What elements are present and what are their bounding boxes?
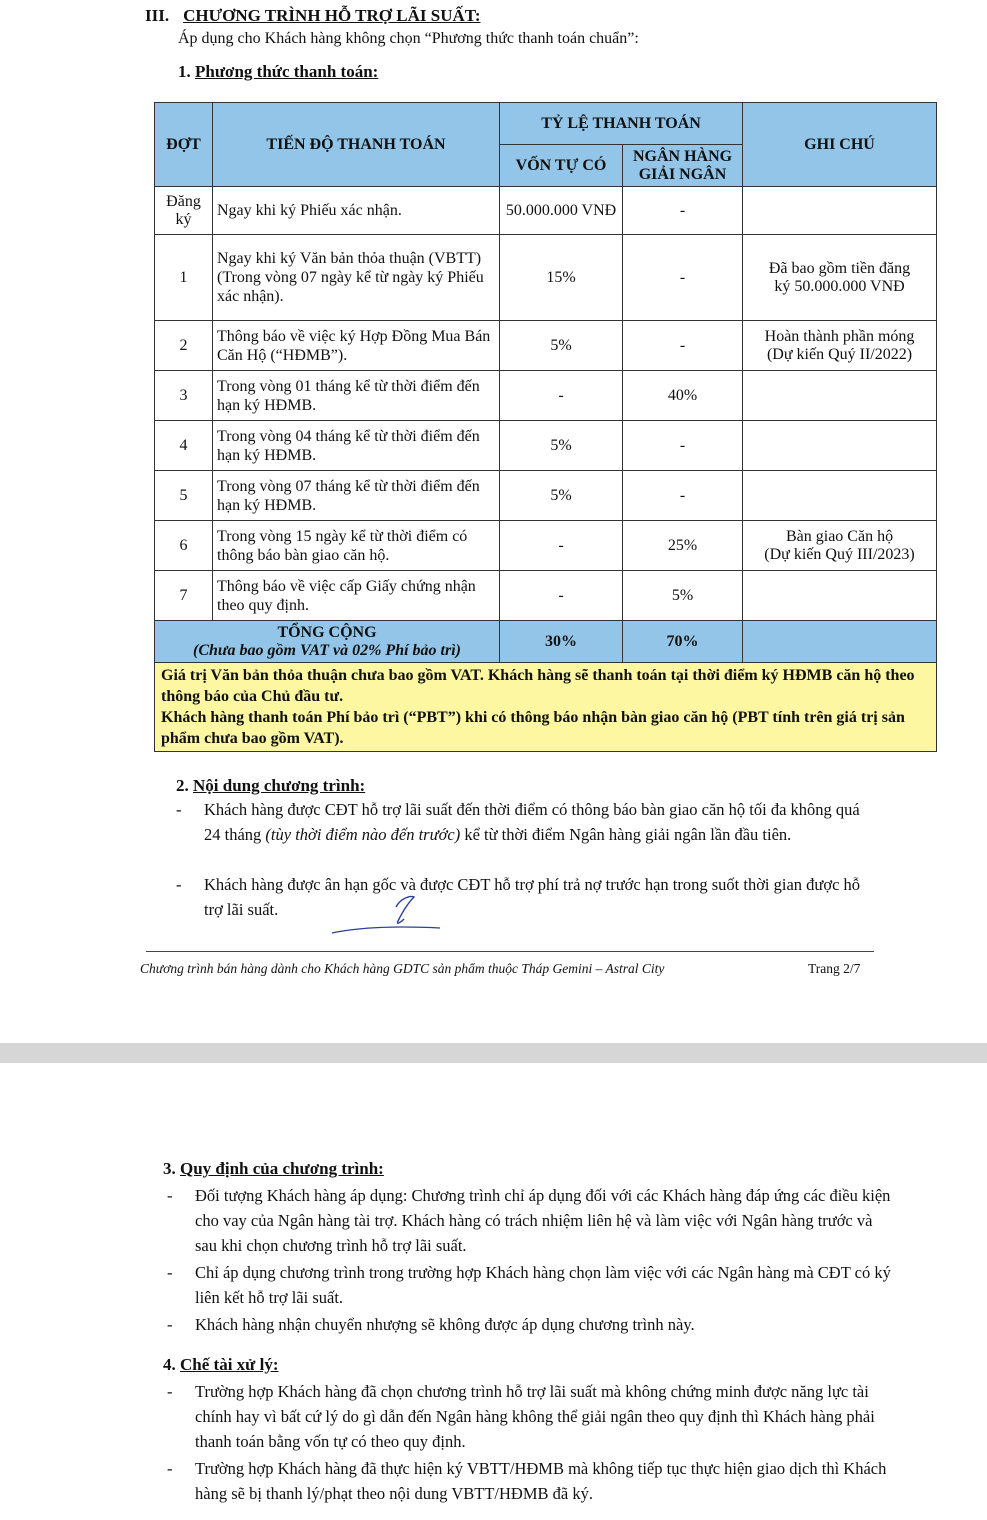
- row-dot: 5: [155, 471, 213, 521]
- row-von: 5%: [500, 471, 623, 521]
- row-bank: 5%: [623, 571, 743, 621]
- section-applies: Áp dụng cho Khách hàng không chọn “Phương thức thanh toán chuẩn”:: [178, 30, 639, 47]
- row-dot: 2: [155, 321, 213, 371]
- total-bank: 70%: [623, 621, 743, 663]
- content-heading: [176, 776, 365, 796]
- row-von: -: [500, 571, 623, 621]
- footer-divider: [146, 951, 874, 952]
- table-row: [155, 371, 937, 421]
- list-item: - Trường hợp Khách hàng đã thực hiện ký VBTT/HĐMB mà không tiếp tục thực hiện giao dịch thì Khách hàng sẽ bị thanh lý/phạt theo nội dung VBTT/HĐMB đã ký.: [167, 1459, 887, 1503]
- content-b1-part1: Khách hàng được CĐT hỗ trợ lãi suất đến thời điểm có thông báo bàn giao căn hộ tối đa không quá 24 tháng: [204, 800, 860, 844]
- sanctions-b2: Trường hợp Khách hàng đã thực hiện ký VBTT/HĐMB mà không tiếp tục thực hiện giao dịch thì Khách hàng sẽ bị thanh lý/phạt theo nội dung VBTT/HĐMB đã ký.: [195, 1459, 887, 1503]
- row-note: [743, 421, 937, 471]
- total-note: [743, 621, 937, 663]
- content-b2: Khách hàng được ân hạn gốc và được CĐT hỗ trợ phí trả nợ trước hạn trong suốt thời gian được hỗ trợ lãi suất.: [204, 875, 861, 919]
- row-note: [743, 321, 937, 371]
- row-von: -: [500, 521, 623, 571]
- method-heading: [178, 62, 378, 82]
- signature-mark: [330, 893, 445, 938]
- list-item: - Đối tượng Khách hàng áp dụng: Chương trình chỉ áp dụng đối với các Khách hàng đáp ứng các điều kiện cho vay của Ngân hàng tài trợ. Khách hàng có trách nhiệm liên hệ và làm việc với Ngân hàng trước và sau khi chọn chương trình hỗ trợ lãi suất.: [167, 1186, 891, 1255]
- note-line1: Giá trị Văn bản thỏa thuận chưa bao gồm VAT. Khách hàng sẽ thanh toán tại thời điểm ký HĐMB căn hộ theo thông báo của Chủ đầu tư.: [161, 667, 915, 705]
- content-title: Nội dung chương trình:: [193, 776, 366, 795]
- row-desc: Thông báo về việc cấp Giấy chứng nhận theo quy định.: [213, 571, 500, 621]
- sanctions-heading: [163, 1355, 279, 1375]
- row-dot: 1: [155, 235, 213, 321]
- page-gap: [0, 1043, 987, 1063]
- row-note: [743, 187, 937, 235]
- row-von: 5%: [500, 421, 623, 471]
- list-item: - Khách hàng được CĐT hỗ trợ lãi suất đến thời điểm có thông báo bàn giao căn hộ tối đa không quá 24 tháng (tùy thời điểm nào đến trước) kể từ thời điểm Ngân hàng giải ngân lần đầu tiên.: [176, 800, 860, 844]
- row-note: [743, 235, 937, 321]
- rules-title: Quy định của chương trình:: [180, 1159, 384, 1178]
- row-bank: -: [623, 421, 743, 471]
- section-roman: III.: [145, 6, 170, 25]
- total-row: [155, 621, 937, 663]
- row-desc: Ngay khi ký Phiếu xác nhận.: [213, 187, 500, 235]
- total-label-cell: [155, 621, 500, 663]
- row-desc: Trong vòng 15 ngày kể từ thời điểm có thông báo bàn giao căn hộ.: [213, 521, 500, 571]
- row-desc: Trong vòng 07 tháng kể từ thời điểm đến hạn ký HĐMB.: [213, 471, 500, 521]
- row-note-line2: (Dự kiến Quý III/2023): [764, 545, 915, 563]
- rules-num: 3.: [163, 1159, 176, 1178]
- row-dot: 7: [155, 571, 213, 621]
- list-item: - Khách hàng được ân hạn gốc và được CĐT hỗ trợ phí trả nợ trước hạn trong suốt thời gian được hỗ trợ lãi suất.: [176, 875, 861, 919]
- row-note-line1: Hoàn thành phần móng: [764, 327, 915, 345]
- rules-heading: [163, 1159, 384, 1179]
- sanctions-b1: Trường hợp Khách hàng đã chọn chương trình hỗ trợ lãi suất mà không chứng minh được năng lực tài chính hay vì bất cứ lý do gì dẫn đến Ngân hàng không thể giải ngân theo quy định thì Khách hàng phải thanh toán bằng vốn tự có theo quy định.: [195, 1382, 875, 1451]
- row-desc: Thông báo về việc ký Hợp Đồng Mua Bán Căn Hộ (“HĐMB”).: [213, 321, 500, 371]
- table-header-row: [155, 103, 937, 145]
- list-item: - Chỉ áp dụng chương trình trong trường hợp Khách hàng chọn làm việc với các Ngân hàng mà CĐT có ký liên kết hỗ trợ lãi suất.: [167, 1263, 891, 1307]
- rules-b3: Khách hàng nhận chuyển nhượng sẽ không được áp dụng chương trình này.: [195, 1315, 695, 1334]
- row-bank: 40%: [623, 371, 743, 421]
- payment-table: [154, 102, 937, 752]
- method-title: Phương thức thanh toán:: [195, 62, 379, 81]
- row-dot: Đăng ký: [155, 187, 213, 235]
- row-desc: Ngay khi ký Văn bản thỏa thuận (VBTT) (Trong vòng 07 ngày kể từ ngày ký Phiếu xác nhận).: [213, 235, 500, 321]
- table-row: [155, 421, 937, 471]
- note-row: [155, 663, 937, 752]
- row-note-line1: Đã bao gồm tiền đăng: [768, 259, 911, 277]
- table-row: [155, 235, 937, 321]
- sanctions-title: Chế tài xử lý:: [180, 1355, 279, 1374]
- note-line2: Khách hàng thanh toán Phí bảo trì (“PBT”) khi có thông báo nhận bàn giao căn hộ (PBT tính trên giá trị sản phẩm chưa bao gồm VAT).: [161, 709, 905, 747]
- table-row: [155, 321, 937, 371]
- row-dot: 6: [155, 521, 213, 571]
- row-bank: -: [623, 187, 743, 235]
- row-von: 50.000.000 VNĐ: [500, 187, 623, 235]
- rules-b1: Đối tượng Khách hàng áp dụng: Chương trình chỉ áp dụng đối với các Khách hàng đáp ứng các điều kiện cho vay của Ngân hàng tài trợ. Khách hàng có trách nhiệm liên hệ và làm việc với Ngân hàng trước và sau khi chọn chương trình hỗ trợ lãi suất.: [195, 1186, 891, 1255]
- content-b1-part2: kể từ thời điểm Ngân hàng giải ngân lần đầu tiên.: [464, 825, 792, 844]
- table-row: [155, 187, 937, 235]
- row-von: 15%: [500, 235, 623, 321]
- row-dot: 4: [155, 421, 213, 471]
- table-row: [155, 571, 937, 621]
- row-desc: Trong vòng 04 tháng kể từ thời điểm đến hạn ký HĐMB.: [213, 421, 500, 471]
- row-note: [743, 571, 937, 621]
- header-tyle: TỶ LỆ THANH TOÁN: [500, 103, 743, 145]
- content-b1-italic: (tùy thời điểm nào đến trước): [265, 825, 461, 844]
- row-note: [743, 521, 937, 571]
- section-heading: [145, 6, 481, 26]
- total-sub: (Chưa bao gồm VAT và 02% Phí bảo trì): [193, 641, 461, 659]
- header-von: VỐN TỰ CÓ: [500, 145, 623, 187]
- table-row: [155, 471, 937, 521]
- list-item: - Trường hợp Khách hàng đã chọn chương trình hỗ trợ lãi suất mà không chứng minh được năng lực tài chính hay vì bất cứ lý do gì dẫn đến Ngân hàng không thể giải ngân theo quy định thì Khách hàng phải thanh toán bằng vốn tự có theo quy định.: [167, 1382, 875, 1451]
- document-page-2: [0, 1063, 987, 1520]
- header-ghichu: GHI CHÚ: [743, 103, 937, 187]
- header-nganhang: NGÂN HÀNG GIẢI NGÂN: [623, 145, 743, 187]
- row-note-line2: (Dự kiến Quý II/2022): [766, 345, 913, 363]
- row-note-line2: ký 50.000.000 VNĐ: [774, 277, 905, 295]
- total-von: 30%: [500, 621, 623, 663]
- sanctions-num: 4.: [163, 1355, 176, 1374]
- header-tiendo: TIẾN ĐỘ THANH TOÁN: [213, 103, 500, 187]
- row-bank: -: [623, 471, 743, 521]
- rules-b2: Chỉ áp dụng chương trình trong trường hợp Khách hàng chọn làm việc với các Ngân hàng mà CĐT có ký liên kết hỗ trợ lãi suất.: [195, 1263, 891, 1307]
- content-num: 2.: [176, 776, 189, 795]
- row-bank: 25%: [623, 521, 743, 571]
- note-cell: [155, 663, 937, 752]
- method-num: 1.: [178, 62, 191, 81]
- footer-text: Chương trình bán hàng dành cho Khách hàng GDTC sản phẩm thuộc Tháp Gemini – Astral City: [140, 961, 665, 976]
- row-desc: Trong vòng 01 tháng kể từ thời điểm đến hạn ký HĐMB.: [213, 371, 500, 421]
- row-dot: 3: [155, 371, 213, 421]
- row-note: [743, 371, 937, 421]
- row-bank: -: [623, 235, 743, 321]
- header-dot: ĐỢT: [155, 103, 213, 187]
- row-note: [743, 471, 937, 521]
- list-item: - Khách hàng nhận chuyển nhượng sẽ không được áp dụng chương trình này.: [167, 1315, 695, 1334]
- row-von: 5%: [500, 321, 623, 371]
- row-note-line1: Bàn giao Căn hộ: [785, 527, 894, 545]
- row-von: -: [500, 371, 623, 421]
- row-bank: -: [623, 321, 743, 371]
- page-number: Trang 2/7: [808, 961, 861, 976]
- total-label: TỔNG CỘNG: [277, 623, 377, 641]
- section-title: CHƯƠNG TRÌNH HỖ TRỢ LÃI SUẤT:: [183, 6, 481, 25]
- table-row: [155, 521, 937, 571]
